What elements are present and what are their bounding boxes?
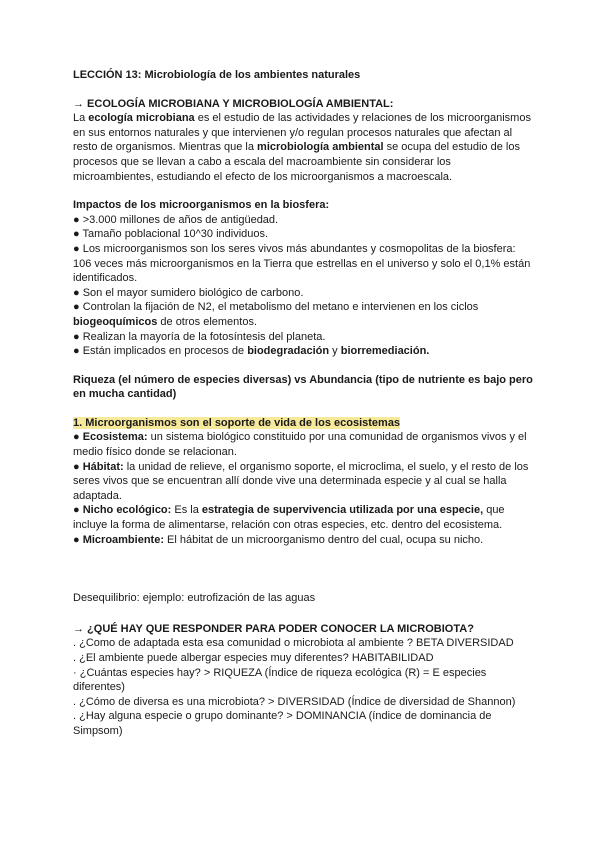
support-heading: [73, 416, 533, 431]
niche-definition: ● Nicho ecológico: Es la estrategia de supervivencia utilizada por una especie, que incluye la forma de alimentarse, relación con otras especies, etc. dentro del ecosistema.: [73, 504, 505, 532]
lesson-title: LECCIÓN 13: Microbiología de los ambientes naturales: [73, 69, 361, 81]
microenvironment-definition: ● Microambiente: El hábitat de un microorganismo dentro del cual, ocupa su nicho.: [73, 533, 484, 546]
ecology-paragraph: La ecología microbiana es el estudio de las actividades y relaciones de los microorganismos en sus entornos naturales y que intervienen y/o regulan procesos naturales que afectan al resto de organismos. Mientras que la microbiología ambiental se ocupa del estudio de los procesos que se llevan a cabo a escala del macroambiente sin considerar los microambientes, estudiando el efecto de los microorganismos a macroescala.: [73, 112, 531, 183]
question-2: . ¿El ambiente puede albergar especies muy diferentes? HABITABILIDAD: [73, 652, 434, 664]
question-5: . ¿Hay alguna especie o grupo dominante? > DOMINANCIA (índice de dominancia de Simpsom): [73, 710, 492, 737]
impacts-bullet-5: ● Controlan la fijación de N2, el metabolismo del metano e intervienen en los ciclos biogeoquímicos de otros elementos.: [73, 301, 479, 328]
impacts-heading: Impactos de los microorganismos en la biosfera:: [73, 199, 330, 212]
habitat-definition: ● Hábitat: la unidad de relieve, el organismo soporte, el microclima, el suelo, y el resto de los seres vivos que se encuentran allí donde vive una determinada especie y al cual se halla adaptada.: [73, 460, 529, 502]
questions-heading: → ¿QUÉ HAY QUE RESPONDER PARA PODER CONOCER LA MICROBIOTA?: [73, 622, 474, 635]
section-heading-ecology: → ECOLOGÍA MICROBIANA Y MICROBIOLOGÍA AMBIENTAL:: [73, 97, 394, 110]
impacts-bullet-2: ● Tamaño poblacional 10^30 individuos.: [73, 228, 269, 241]
ecosystem-definition: ● Ecosistema: un sistema biológico constituido por una comunidad de organismos vivos y el medio físico donde se relacionan.: [73, 431, 527, 459]
richness-heading: Riqueza (el número de especies diversas) vs Abundancia (tipo de nutriente es bajo pero en mucha cantidad): [73, 373, 533, 401]
impacts-bullet-6: ● Realizan la mayoría de la fotosíntesis del planeta.: [73, 330, 326, 343]
impacts-bullet-3: ● Los microorganismos son los seres vivos más abundantes y cosmopolitas de la biosfera: 106 veces más microorganismos en la Tierra que estrellas en el universo y solo el 0,1% están identificados.: [73, 242, 531, 285]
question-4: . ¿Cómo de diversa es una microbiota? > DIVERSIDAD (Índice de diversidad de Shannon): [73, 695, 516, 708]
impacts-bullet-1: ● >3.000 millones de años de antigüedad.: [73, 213, 279, 226]
question-1: . ¿Como de adaptada esta esa comunidad o microbiota al ambiente ? BETA DIVERSIDAD: [73, 637, 514, 650]
imbalance-note: Desequilibrio: ejemplo: eutrofización de las aguas: [73, 592, 316, 605]
document-page: [73, 68, 533, 739]
highlighted-heading: 1. Microorganismos son el soporte de vida de los ecosistemas: [73, 416, 401, 429]
impacts-bullet-7: ● Están implicados en procesos de biodegradación y biorremediación.: [73, 345, 430, 358]
impacts-bullet-4: ● Son el mayor sumidero biológico de carbono.: [73, 286, 304, 299]
question-3: · ¿Cuántas especies hay? > RIQUEZA (Índice de riqueza ecológica (R) = E especies diferentes): [73, 666, 487, 694]
